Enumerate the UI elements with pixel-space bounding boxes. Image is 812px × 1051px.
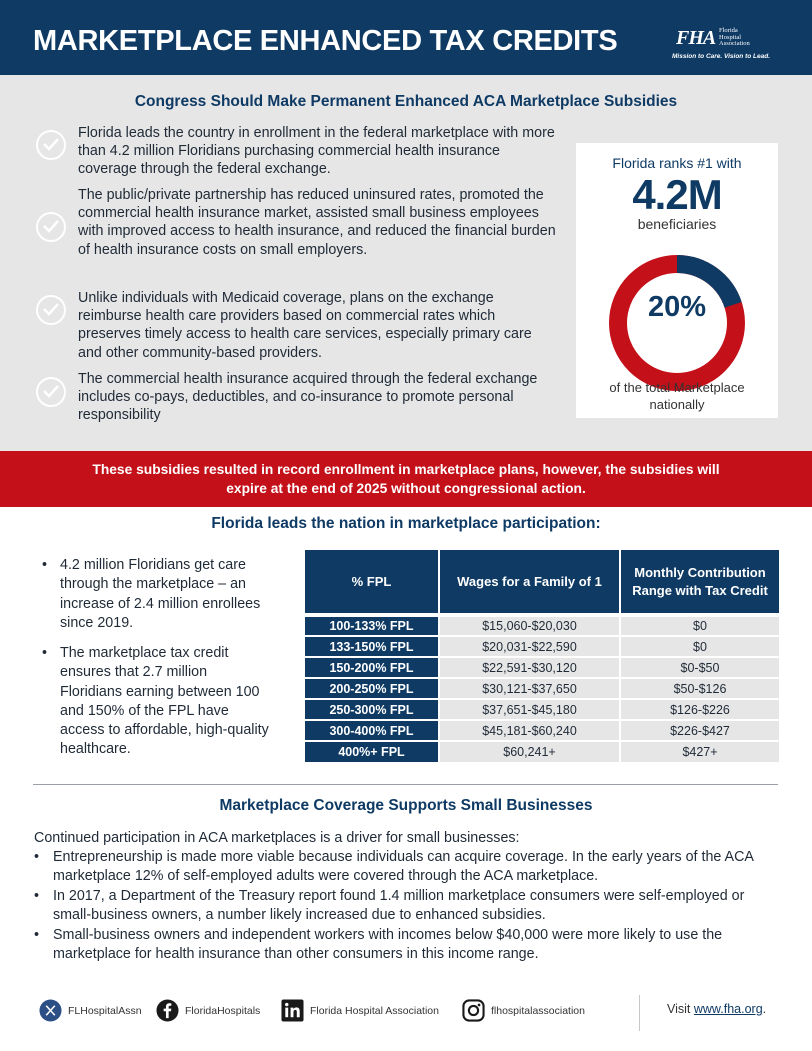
- footer: [0, 995, 812, 1035]
- table-cell: $126-$226: [620, 699, 779, 720]
- table-cell: 300-400% FPL: [305, 720, 439, 741]
- table-row: [305, 699, 779, 720]
- stat-number: 4.2M: [632, 171, 722, 218]
- instagram-icon: [462, 999, 485, 1022]
- table-row: [305, 678, 779, 699]
- linkedin-icon: [281, 999, 304, 1022]
- bullet-icon: •: [42, 645, 48, 661]
- stat-pretext: Florida ranks #1 with: [612, 155, 742, 171]
- table-cell: $0-$50: [620, 657, 779, 678]
- section-divider: [33, 784, 778, 785]
- x-icon: [39, 999, 62, 1022]
- social-handle: flhospitalassociation: [491, 1005, 585, 1017]
- table-cell: $0: [620, 636, 779, 657]
- check-circle-icon: [36, 130, 66, 160]
- table-cell: $0: [620, 615, 779, 636]
- list-item-text: Small-business owners and independent workers with incomes below $40,000 were more likely to use the marketplace for health insurance than other consumers in this income range.: [53, 927, 723, 962]
- section3-intro: Continued participation in ACA marketplaces is a driver for small businesses:: [34, 830, 520, 846]
- table-cell: $45,181-$60,240: [439, 720, 620, 741]
- column-header: Wages for a Family of 1: [439, 550, 620, 615]
- alert-text: These subsidies resulted in record enrollment in marketplace plans, however, the subsidies will expire at the end of 2025 without congressional action.: [92, 462, 720, 496]
- section3-heading: Marketplace Coverage Supports Small Businesses: [219, 797, 593, 814]
- table-row: [305, 636, 779, 657]
- table-cell: $37,651-$45,180: [439, 699, 620, 720]
- stat-box: [576, 143, 778, 418]
- table-cell: $20,031-$22,590: [439, 636, 620, 657]
- section2-heading: Florida leads the nation in marketplace participation:: [211, 515, 601, 532]
- table-cell: 250-300% FPL: [305, 699, 439, 720]
- website-link[interactable]: www.fha.org: [693, 1002, 763, 1016]
- table-cell: 200-250% FPL: [305, 678, 439, 699]
- header-banner: [0, 0, 812, 75]
- point-text: Florida leads the country in enrollment in the federal marketplace with more than 4.2 million Floridians purchasing commercial health insurance coverage through the federal exchange.: [78, 125, 555, 178]
- logo-tagline: Mission to Care. Vision to Lead.: [672, 53, 770, 60]
- column-header: Monthly Contribution Range with Tax Credit: [620, 550, 779, 615]
- table-row: [305, 720, 779, 741]
- table-cell: $226-$427: [620, 720, 779, 741]
- check-circle-icon: [36, 295, 66, 325]
- bullet-icon: •: [34, 927, 40, 943]
- table-cell: 100-133% FPL: [305, 615, 439, 636]
- table-cell: $15,060-$20,030: [439, 615, 620, 636]
- table-cell: $50-$126: [620, 678, 779, 699]
- check-circle-icon: [36, 212, 66, 242]
- social-handle: Florida Hospital Association: [310, 1005, 439, 1017]
- alert-banner: [0, 451, 812, 507]
- point-text: The commercial health insurance acquired through the federal exchange includes co-pays, deductibles, and co-insurance to promote personal responsibility: [78, 371, 538, 424]
- table-cell: $22,591-$30,120: [439, 657, 620, 678]
- bullet-icon: •: [34, 888, 40, 904]
- section1-heading: Congress Should Make Permanent Enhanced ACA Marketplace Subsidies: [134, 93, 678, 110]
- table-cell: 400%+ FPL: [305, 741, 439, 762]
- footer-divider: [639, 995, 640, 1031]
- point-text: Unlike individuals with Medicaid coverage, plans on the exchange reimburse health care providers based on commercial rates which preserves timely access to health care services, especially primary care and other community-based providers.: [78, 290, 532, 361]
- table-cell: $427+: [620, 741, 779, 762]
- check-circle-icon: [36, 377, 66, 407]
- visit-website: Visit www.fha.org.: [667, 1002, 767, 1016]
- list-item-text: The marketplace tax credit ensures that 2.7 million Floridians earning between 100 and 150% of the FPL have access to affordable, high-quality healthcare.: [60, 645, 269, 758]
- logo-name: Florida Hospital Association: [719, 27, 750, 47]
- page-title: MARKETPLACE ENHANCED TAX CREDITS: [33, 25, 618, 57]
- table-header-row: [305, 550, 779, 615]
- fpl-table: [305, 550, 779, 762]
- stat-posttext: beneficiaries: [637, 216, 717, 232]
- table-row: [305, 615, 779, 636]
- table-cell: 150-200% FPL: [305, 657, 439, 678]
- table-cell: $60,241+: [439, 741, 620, 762]
- fha-logo: [672, 26, 782, 66]
- table-row: [305, 741, 779, 762]
- column-header: % FPL: [305, 550, 439, 615]
- point-text: The public/private partnership has reduced uninsured rates, promoted the commercial health insurance market, assisted small business employees with improved access to health insurance, and reduced the financial burden of health insurance costs on small employers.: [78, 187, 556, 258]
- list-item-text: In 2017, a Department of the Treasury report found 1.4 million marketplace consumers were self-employed or small-business owners, a number likely increased due to enhanced subsidies.: [53, 888, 745, 923]
- bullet-icon: •: [42, 557, 48, 573]
- donut-percent-label: 20%: [647, 291, 707, 323]
- list-item-text: 4.2 million Floridians get care through the marketplace – an increase of 2.4 million enrollees since 2019.: [60, 557, 261, 631]
- table-row: [305, 657, 779, 678]
- list-item-text: Entrepreneurship is made more viable because individuals can acquire coverage. In the early years of the ACA marketplace 12% of self-employed adults were covered through the ACA marketplace.: [53, 849, 754, 884]
- facebook-icon: [156, 999, 179, 1022]
- logo-mark: FHA: [676, 27, 716, 49]
- social-handle: FloridaHospitals: [185, 1005, 261, 1017]
- stat-footnote: of the total Marketplace nationally: [609, 380, 745, 412]
- bullet-icon: •: [34, 849, 40, 865]
- table-cell: 133-150% FPL: [305, 636, 439, 657]
- table-cell: $30,121-$37,650: [439, 678, 620, 699]
- social-handle: FLHospitalAssn: [68, 1005, 142, 1017]
